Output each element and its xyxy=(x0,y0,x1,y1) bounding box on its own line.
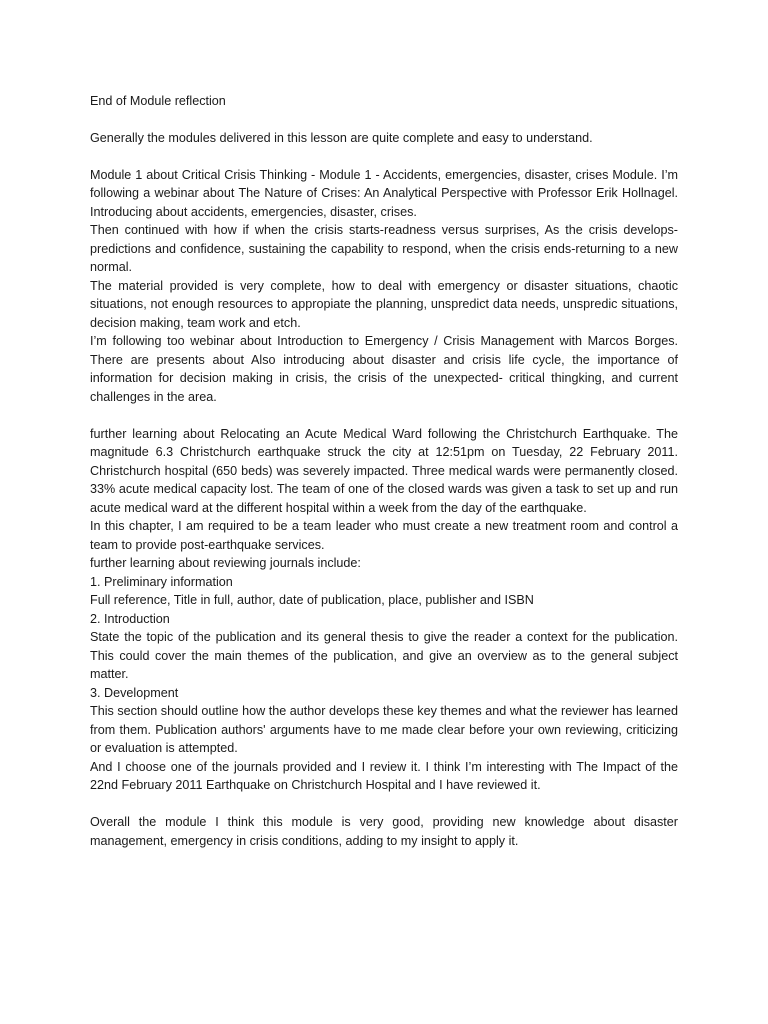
document-body xyxy=(90,129,678,851)
paragraph: 1. Preliminary information xyxy=(90,574,233,589)
document-title: End of Module reflection xyxy=(90,94,226,108)
paragraph: Generally the modules delivered in this lesson are quite complete and easy to understand. xyxy=(90,130,593,145)
paragraph: This section should outline how the author develops these key themes and what the reviewer has learned from them. Publication authors' arguments have to me made clear before your own reviewing, criticizing or evaluation is attempted. xyxy=(90,704,678,755)
paragraph: Module 1 about Critical Crisis Thinking - Module 1 - Accidents, emergencies, disaster, crises Module. I’m following a webinar about The Nature of Crises: An Analytical Perspective with Professor Erik Hollnagel. Introducing about accidents, emergencies, disaster, crises. xyxy=(90,167,678,219)
paragraph: And I choose one of the journals provided and I review it. I think I’m interesting with The Impact of the 22nd February 2011 Earthquake on Christchurch Hospital and I have reviewed it. xyxy=(90,759,678,792)
paragraph: State the topic of the publication and its general thesis to give the reader a context for the publication. This could cover the main themes of the publication, and give an overview as to the general subject matter. xyxy=(90,630,678,681)
paragraph: 3. Development xyxy=(90,685,179,700)
paragraph: further learning about Relocating an Acute Medical Ward following the Christchurch Earthquake. The magnitude 6.3 Christchurch earthquake struck the city at 12:51pm on Tuesday, 22 February 2011. Christchurch hospital (650 beds) was severely impacted. Three medical wards were permanently closed. 33% acute medical capacity lost. The team of one of the closed wards was given a task to set up and run acute medical ward at the different hospital within a week from the day of the earthquake. xyxy=(90,426,678,515)
paragraph-spacer xyxy=(90,147,678,166)
paragraph: In this chapter, I am required to be a team leader who must create a new treatment room and control a team to provide post-earthquake services. xyxy=(90,519,678,552)
paragraph: Overall the module I think this module is very good, providing new knowledge about disaster management, emergency in crisis conditions, adding to my insight to apply it. xyxy=(90,815,678,848)
paragraph: Full reference, Title in full, author, date of publication, place, publisher and ISBN xyxy=(90,593,534,607)
paragraph: The material provided is very complete, how to deal with emergency or disaster situations, chaotic situations, not enough resources to appropiate the planning, unspredict data needs, unspredic situations, decision making, team work and etch. xyxy=(90,278,678,330)
paragraph: 2. Introduction xyxy=(90,611,170,626)
paragraph-spacer xyxy=(90,795,678,814)
paragraph: Then continued with how if when the crisis starts-readness versus surprises, As the crisis develops-predictions and confidence, sustaining the capability to respond, when the crisis ends-returning to a new normal. xyxy=(90,223,678,274)
paragraph: I’m following too webinar about Introduction to Emergency / Crisis Management with Marcos Borges. There are presents about Also introducing about disaster and crisis life cycle, the importance of information for decision making in crisis, the crisis of the unexpected- critical thingking, and current challenges in the area. xyxy=(90,334,678,404)
paragraph-spacer xyxy=(90,406,678,425)
document-page xyxy=(90,92,678,850)
paragraph: further learning about reviewing journals include: xyxy=(90,556,361,570)
